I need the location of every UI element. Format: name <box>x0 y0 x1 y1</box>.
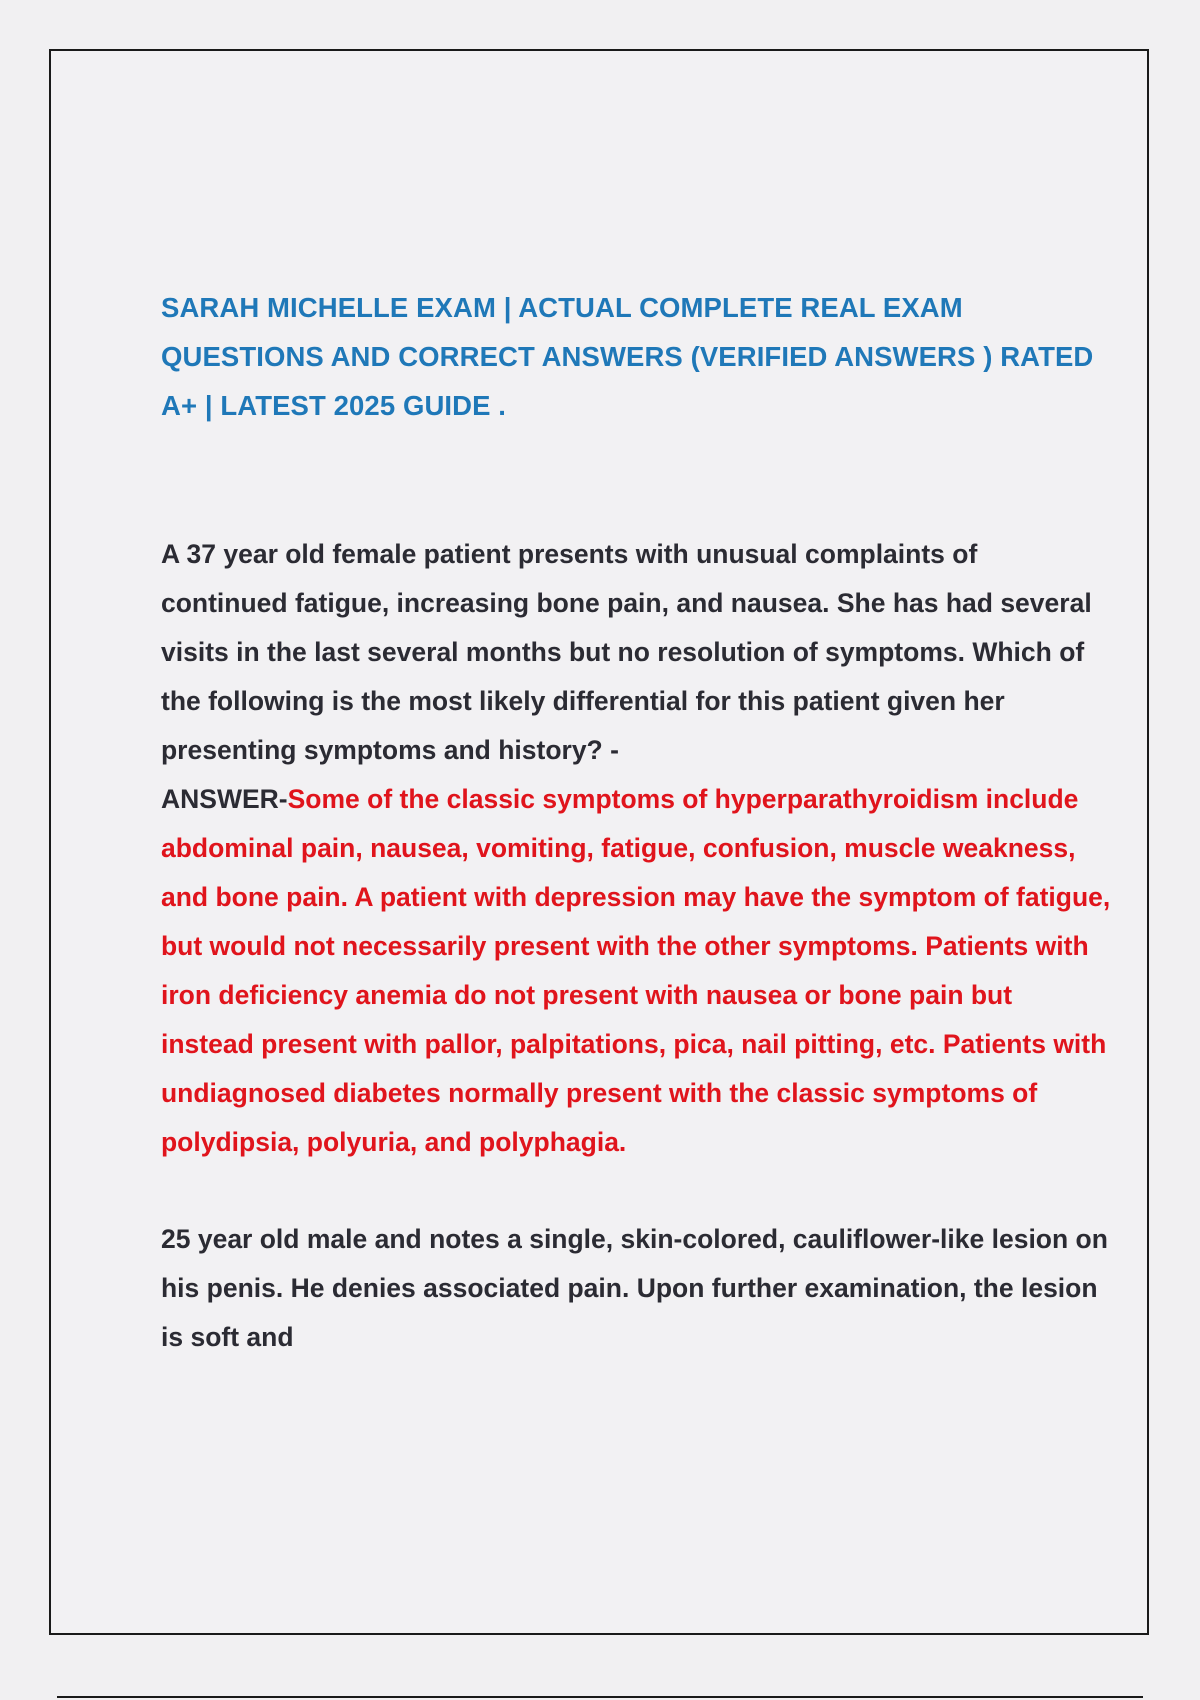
document-content <box>161 283 1111 1362</box>
question-text: A 37 year old female patient presents with unusual complaints of continued fatigue, increasing bone pain, and nausea. She has had several visits in the last several months but no resolution of symptoms. Which of the following is the most likely differential for this patient given her presenting symptoms and history? - <box>161 539 1092 765</box>
next-page-border <box>57 1696 1143 1698</box>
answer-text: Some of the classic symptoms of hyperparathyroidism include abdominal pain, nausea, vomiting, fatigue, confusion, muscle weakness, and bone pain. A patient with depression may have the symptom of fatigue, but would not necessarily present with the other symptoms. Patients with iron deficiency anemia do not present with nausea or bone pain but instead present with pallor, palpitations, pica, nail pitting, etc. Patients with undiagnosed diabetes normally present with the classic symptoms of polydipsia, polyuria, and polyphagia. <box>161 784 1111 1157</box>
question-block-2 <box>161 1215 1111 1362</box>
question-block-1 <box>161 530 1111 1167</box>
document-title: SARAH MICHELLE EXAM | ACTUAL COMPLETE REAL EXAM QUESTIONS AND CORRECT ANSWERS (VERIFIED ANSWERS ) RATED A+ | LATEST 2025 GUIDE . <box>161 292 1094 421</box>
question-text: 25 year old male and notes a single, skin-colored, cauliflower-like lesion on his penis. He denies associated pain. Upon further examination, the lesion is soft and <box>161 1224 1108 1352</box>
document-page <box>49 49 1149 1635</box>
answer-label: ANSWER- <box>161 784 288 814</box>
